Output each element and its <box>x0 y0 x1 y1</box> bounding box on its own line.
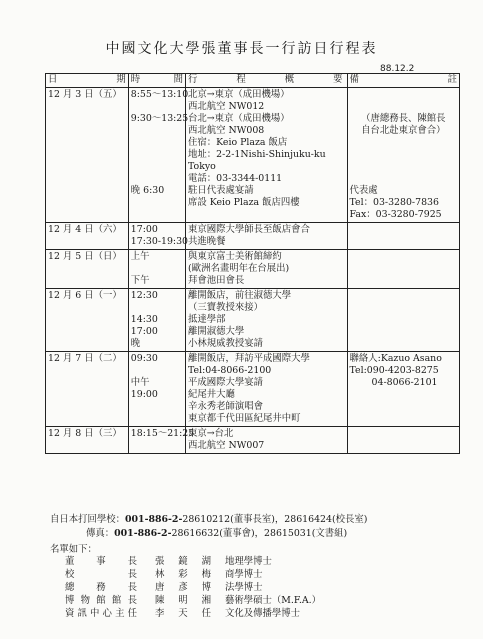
schedule-note-line <box>350 149 457 161</box>
schedule-description-line: 平成國際大學宴請 <box>188 377 264 388</box>
schedule-date <box>46 223 129 250</box>
schedule-time-line: 09:30 <box>130 353 158 364</box>
schedule-description-line: 共進晚餐 <box>188 236 226 247</box>
schedule-time-line: 14:30 <box>130 314 158 325</box>
schedule-description-line: Tokyo <box>188 161 216 172</box>
roster-entry <box>65 568 321 581</box>
schedule-time-line <box>131 161 183 173</box>
schedule-date-line: 12 月 6 日（一） <box>48 290 122 301</box>
schedule-date-line: 12 月 8 日（三） <box>48 428 122 439</box>
schedule-table <box>45 73 460 454</box>
header-notes: 備 註 <box>347 74 459 88</box>
schedule-time <box>128 223 188 250</box>
schedule-date-line: 12 月 7 日（二） <box>48 353 122 364</box>
schedule-note <box>347 352 459 427</box>
schedule-time <box>128 427 195 454</box>
schedule-description <box>186 352 348 427</box>
schedule-description-line: 拜會池田會長 <box>188 275 245 286</box>
schedule-row <box>46 250 460 289</box>
schedule-note-line <box>350 161 457 173</box>
schedule-time-line: 18:15～21:25 <box>130 428 195 439</box>
schedule-row <box>46 352 460 427</box>
schedule-date-line: 12 月 3 日（五） <box>48 89 122 100</box>
schedule-note-line: 代表處 <box>349 185 378 196</box>
schedule-note <box>347 223 459 250</box>
schedule-row <box>46 88 460 223</box>
schedule-description-line: 離開飯店，拜訪平成國際大學 <box>188 353 310 364</box>
header-description: 行 程 概 要 <box>186 74 348 88</box>
schedule-note <box>347 88 459 223</box>
schedule-time-line <box>131 263 183 275</box>
schedule-description-line: 離開淑德大學 <box>188 326 245 337</box>
schedule-date <box>46 427 129 454</box>
roster-name: 張 鏡 湖 <box>155 556 211 567</box>
schedule-time-line: 17:30-19:30 <box>130 236 188 247</box>
schedule-note <box>347 289 459 352</box>
schedule-description-line: 西北航空 NW012 <box>188 101 265 112</box>
schedule-description-line: 離開飯店，前往淑德大學 <box>188 290 292 301</box>
roster-title: 校 長 <box>65 569 137 580</box>
roster-name: 陳 明 湘 <box>155 595 211 606</box>
phone-line: 自日本打回學校：001-886-2-28610212(董事長室)，28616424(校長室) <box>50 514 368 525</box>
schedule-description-line: 東京國際大學師長至飯店會合 <box>188 224 310 235</box>
fax-line: 傳真：001-886-2-28616632(董事會)，28615031(文書組) <box>86 528 348 539</box>
schedule-note-line: （唐總務長、陳館長 <box>361 113 446 124</box>
schedule-time-line: 9:30～13:25 <box>130 113 189 124</box>
roster-name: 林 彩 梅 <box>155 569 211 580</box>
schedule-description-line: 與東京富士美術館締約 <box>188 251 282 262</box>
schedule-time-line <box>131 302 183 314</box>
schedule-description-line: 台北→東京（成田機場） <box>188 113 290 124</box>
roster-entry <box>65 607 321 620</box>
schedule-time-line: 19:00 <box>130 389 158 400</box>
schedule-time-line <box>131 149 183 161</box>
schedule-date-line: 12 月 4 日（六） <box>48 224 122 235</box>
schedule-date-line: 12 月 5 日（日） <box>48 251 122 262</box>
roster-title: 資 訊 中 心 主 任 <box>65 608 137 619</box>
roster-title: 董 事 長 <box>65 556 137 567</box>
schedule-note-line: Fax：03-3280-7925 <box>349 209 442 220</box>
schedule-description-line: 西北航空 NW008 <box>188 125 265 136</box>
schedule-time-line: 下午 <box>130 275 150 286</box>
schedule-note-line: Tel:090-4203-8275 <box>349 365 439 376</box>
roster-heading: 名單如下： <box>50 544 97 555</box>
schedule-description <box>186 223 348 250</box>
schedule-time-line: 中午 <box>130 377 150 388</box>
schedule-description <box>186 289 348 352</box>
schedule-note-line: 04-8066-2101 <box>371 377 438 388</box>
schedule-description-line: 小林規威教授宴請 <box>188 338 264 349</box>
schedule-description-line: 北京→東京（成田機場） <box>188 89 290 100</box>
schedule-time-line: 17:00 <box>130 326 158 337</box>
roster-degree: 法學博士 <box>225 582 263 593</box>
roster-entry <box>65 581 321 594</box>
schedule-description-line: 地址：2-2-1Nishi-Shinjuku-ku <box>188 149 326 160</box>
roster-degree: 商學博士 <box>225 569 263 580</box>
schedule-note-line: 自台北赴東京會合） <box>361 125 446 136</box>
schedule-time-line <box>131 137 183 149</box>
schedule-note-line: 聯絡人:Kazuo Asano <box>349 353 442 364</box>
schedule-date <box>46 289 129 352</box>
document-title: 中國文化大學張董事長一行訪日行程表 <box>105 41 378 57</box>
roster-degree: 藝術學碩士（M.F.A.） <box>225 595 321 606</box>
header-date: 日 期 <box>46 74 129 88</box>
schedule-description-line: 抵達學部 <box>188 314 226 325</box>
schedule-description-line: (歐洲名畫明年在台展出) <box>188 263 290 274</box>
schedule-time-line <box>131 101 183 113</box>
schedule-description-line: 駐日代表處宴請 <box>188 185 254 196</box>
document-date: 88.12.2 <box>380 64 415 74</box>
schedule-note <box>347 427 459 454</box>
schedule-row <box>46 289 460 352</box>
schedule-description-line: （三寶教授來接） <box>188 302 264 313</box>
schedule-description-line: 西北航空 NW007 <box>188 440 265 451</box>
contact-info <box>50 513 367 541</box>
schedule-note-line: Tel：03-3280-7836 <box>349 197 439 208</box>
roster-list <box>65 555 321 620</box>
schedule-description-line: 東京都千代田區紀尾井中町 <box>188 413 301 424</box>
roster-entry <box>65 594 321 607</box>
schedule-date <box>46 352 129 427</box>
roster-degree: 文化及傳播學博士 <box>225 608 301 619</box>
schedule-time-line <box>131 197 183 209</box>
schedule-time-line: 17:00 <box>130 224 158 235</box>
schedule-time-line: 晚 <box>130 338 141 349</box>
schedule-row <box>46 427 460 454</box>
schedule-description-line: 席設 Keio Plaza 飯店四樓 <box>188 197 300 208</box>
schedule-time-line: 上午 <box>130 251 150 262</box>
schedule-description-line: 電話：03-3344-0111 <box>188 173 283 184</box>
schedule-description <box>186 427 348 454</box>
schedule-row <box>46 223 460 250</box>
schedule-description-line: 辛永秀老師演唱會 <box>188 401 264 412</box>
schedule-description <box>186 88 348 223</box>
roster-name: 唐 彥 博 <box>155 582 211 593</box>
table-header-row <box>46 74 460 88</box>
schedule-note <box>347 250 459 289</box>
schedule-time <box>128 352 185 427</box>
schedule-description-line: 東京→台北 <box>188 428 234 439</box>
schedule-note-line <box>350 137 457 149</box>
schedule-description-line: Tel:04-8066-2100 <box>188 365 272 376</box>
roster-title: 總 務 長 <box>65 582 137 593</box>
schedule-time <box>128 250 185 289</box>
schedule-note-line <box>350 89 457 101</box>
schedule-time-line <box>131 173 183 185</box>
schedule-time-line: 晚 6:30 <box>130 185 165 196</box>
schedule-description-line: 紀尾井大廳 <box>188 389 235 400</box>
schedule-time-line: 8:55～13:10 <box>130 89 189 100</box>
schedule-date <box>46 250 129 289</box>
roster-degree: 地理學博士 <box>225 556 272 567</box>
schedule-time <box>128 88 189 223</box>
schedule-time <box>128 289 185 352</box>
schedule-time-line <box>131 365 183 377</box>
schedule-note-line <box>350 101 457 113</box>
schedule-description <box>186 250 348 289</box>
schedule-note-line <box>350 173 457 185</box>
roster-entry <box>65 555 321 568</box>
roster-name: 李 天 任 <box>155 608 211 619</box>
schedule-date <box>46 88 129 223</box>
schedule-time-line <box>131 125 183 137</box>
schedule-description-line: 住宿：Keio Plaza 飯店 <box>188 137 288 148</box>
schedule-time-line: 12:30 <box>130 290 158 301</box>
header-time: 時 間 <box>128 74 185 88</box>
roster-title: 博 物 館 館 長 <box>65 595 137 606</box>
